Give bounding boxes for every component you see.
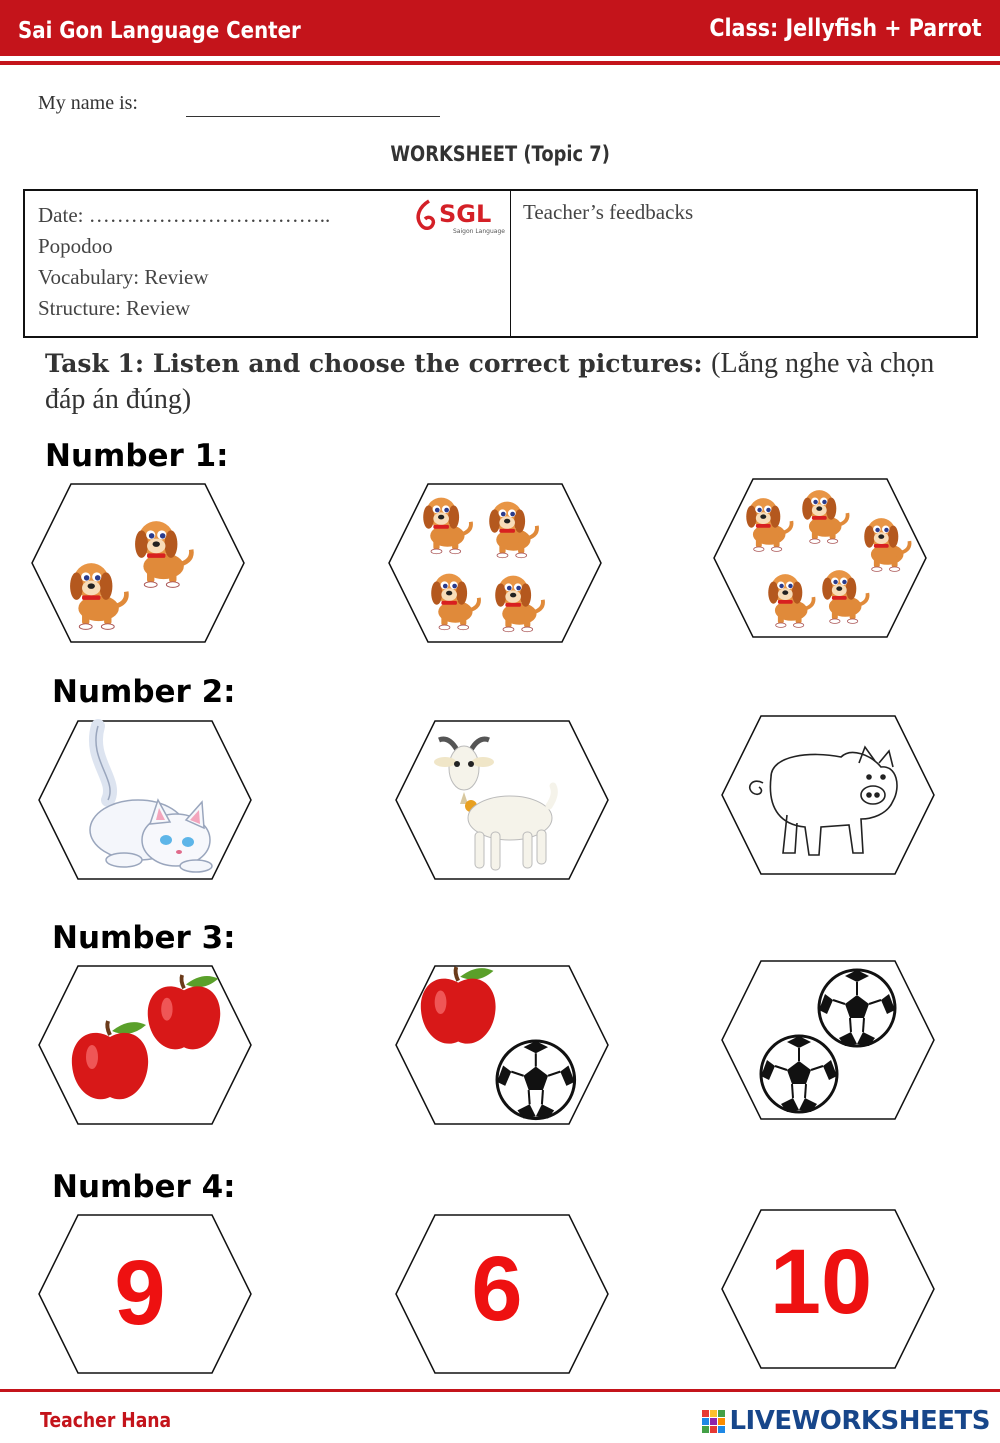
lesson-info bbox=[38, 200, 330, 324]
q4-option-ten[interactable] bbox=[721, 1209, 935, 1369]
question-4-label: Number 4: bbox=[52, 1169, 236, 1205]
number-nine: 9 bbox=[114, 1242, 166, 1344]
q2-option-goat[interactable] bbox=[395, 720, 609, 880]
liveworksheets-icon bbox=[702, 1410, 726, 1434]
q2-option-cat[interactable] bbox=[38, 720, 252, 880]
q1-option-four-dogs[interactable] bbox=[388, 483, 602, 643]
q4-option-nine[interactable] bbox=[38, 1214, 252, 1374]
number-six: 6 bbox=[471, 1238, 523, 1340]
sgl-logo bbox=[413, 195, 509, 239]
center-name: Sai Gon Language Center bbox=[18, 18, 301, 44]
info-divider bbox=[510, 191, 511, 336]
book-name: Popodoo bbox=[38, 234, 113, 258]
liveworksheets-text: LIVEWORKSHEETS bbox=[729, 1406, 990, 1436]
task-instruction bbox=[45, 346, 955, 418]
q3-option-two-balls[interactable] bbox=[721, 960, 935, 1120]
teacher-feedback-label: Teacher’s feedbacks bbox=[523, 200, 694, 224]
soccer-ball-icon bbox=[819, 970, 895, 1046]
question-2-label: Number 2: bbox=[52, 674, 236, 710]
q1-option-two-dogs[interactable] bbox=[31, 483, 245, 643]
q1-option-five-dogs[interactable] bbox=[713, 478, 927, 638]
date-field[interactable]: Date: …………………………….. bbox=[38, 203, 331, 227]
worksheet-title: WORKSHEET (Topic 7) bbox=[390, 142, 610, 166]
vocabulary-line: Vocabulary: Review bbox=[38, 265, 209, 289]
logo-text: SGL bbox=[439, 200, 492, 228]
class-label: Class: Jellyfish + Parrot bbox=[709, 14, 982, 42]
footer-divider bbox=[0, 1389, 1000, 1392]
task-title: Task 1: Listen and choose the correct pictures: bbox=[45, 349, 703, 378]
number-ten: 10 bbox=[769, 1231, 873, 1333]
name-label: My name is: bbox=[38, 92, 138, 114]
task-translation: (Lắng nghe và chọn đáp án đúng) bbox=[45, 348, 935, 415]
soccer-ball-icon bbox=[497, 1041, 575, 1119]
teacher-name: Teacher Hana bbox=[40, 1408, 172, 1432]
q3-option-apple-and-ball[interactable] bbox=[395, 965, 609, 1125]
q4-option-six[interactable] bbox=[395, 1214, 609, 1374]
header-divider bbox=[0, 61, 1000, 65]
question-3-label: Number 3: bbox=[52, 920, 236, 956]
info-box bbox=[23, 189, 978, 338]
question-1-label: Number 1: bbox=[45, 438, 229, 474]
logo-subtext: Saigon Language bbox=[453, 228, 505, 235]
q3-option-two-apples[interactable] bbox=[38, 965, 252, 1125]
q2-option-pig[interactable] bbox=[721, 715, 935, 875]
soccer-ball-icon bbox=[761, 1036, 837, 1112]
structure-line: Structure: Review bbox=[38, 296, 191, 320]
name-input-line[interactable] bbox=[186, 116, 440, 117]
liveworksheets-logo bbox=[702, 1406, 990, 1436]
